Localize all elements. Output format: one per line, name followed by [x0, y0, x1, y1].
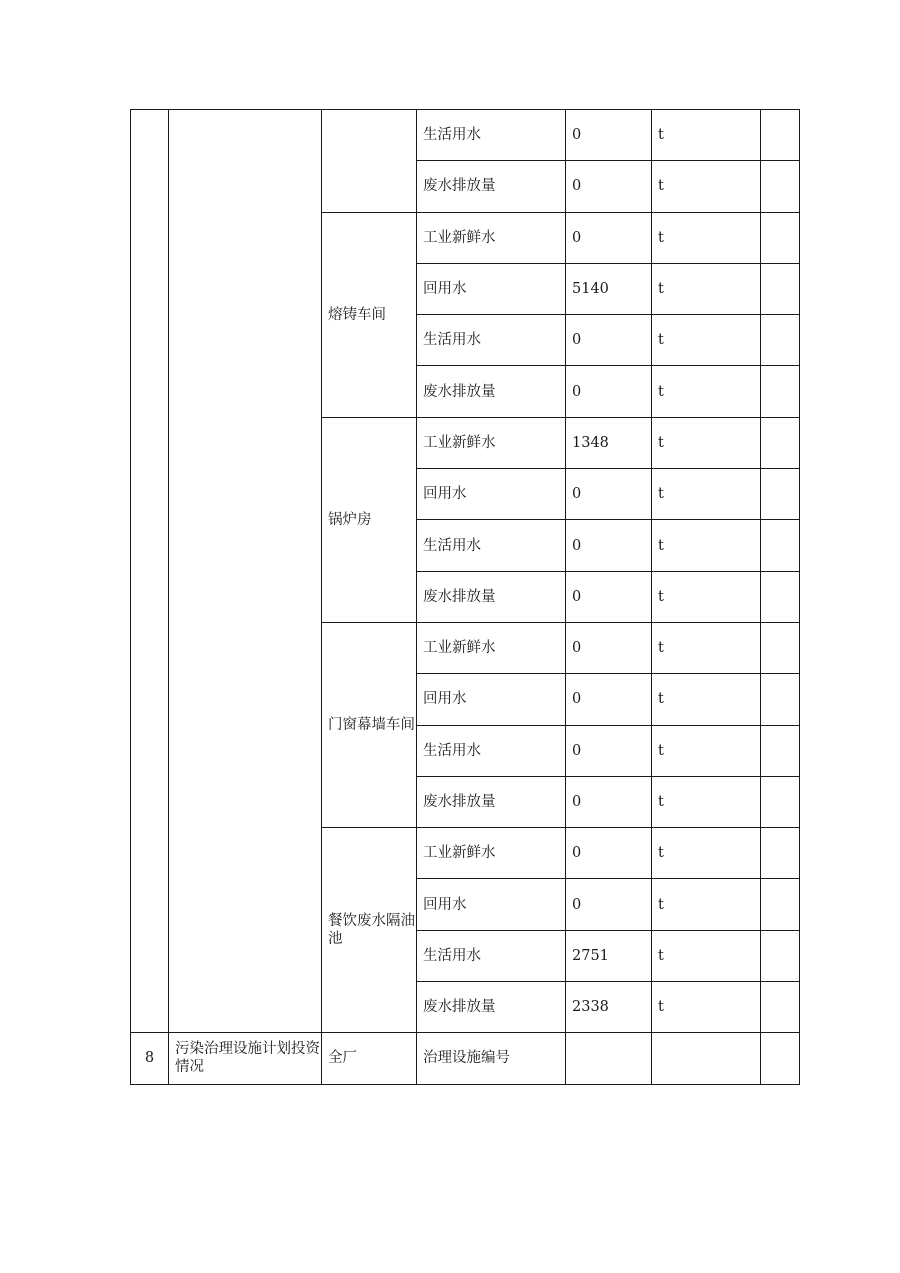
workshop-label: 熔铸车间 — [328, 306, 386, 323]
note-cell — [761, 930, 800, 981]
value-cell: 0 — [566, 725, 652, 776]
value-cell: 0 — [566, 776, 652, 827]
unit-cell: t — [652, 982, 761, 1033]
item-cell: 回用水 — [417, 674, 566, 725]
item-cell: 生活用水 — [417, 110, 566, 161]
index-cell-empty — [131, 110, 169, 1033]
workshop-cell — [322, 622, 417, 827]
unit-cell: t — [652, 879, 761, 930]
unit-cell — [652, 1033, 761, 1084]
unit-cell: t — [652, 776, 761, 827]
unit-cell: t — [652, 469, 761, 520]
item-cell: 工业新鲜水 — [417, 622, 566, 673]
value-cell: 0 — [566, 110, 652, 161]
value-cell: 0 — [566, 622, 652, 673]
item-cell: 废水排放量 — [417, 776, 566, 827]
item-cell: 工业新鲜水 — [417, 212, 566, 263]
water-usage-table — [130, 109, 800, 1085]
note-cell — [761, 828, 800, 879]
item-cell: 生活用水 — [417, 315, 566, 366]
workshop-cell — [322, 212, 417, 417]
value-cell: 5140 — [566, 263, 652, 314]
workshop-cell-empty — [322, 110, 417, 213]
note-cell — [761, 879, 800, 930]
workshop-label: 餐饮废水隔油池 — [328, 913, 415, 948]
item-cell: 回用水 — [417, 263, 566, 314]
workshop-label: 锅炉房 — [328, 511, 372, 528]
value-cell: 0 — [566, 828, 652, 879]
scope-cell: 全厂 — [322, 1033, 417, 1084]
unit-cell: t — [652, 930, 761, 981]
note-cell — [761, 776, 800, 827]
unit-cell: t — [652, 366, 761, 417]
unit-cell: t — [652, 315, 761, 366]
note-cell — [761, 520, 800, 571]
unit-cell: t — [652, 263, 761, 314]
note-cell — [761, 161, 800, 212]
note-cell — [761, 622, 800, 673]
workshop-cell — [322, 417, 417, 622]
category-cell — [169, 1033, 322, 1084]
note-cell — [761, 417, 800, 468]
item-cell: 工业新鲜水 — [417, 828, 566, 879]
item-cell: 废水排放量 — [417, 366, 566, 417]
item-cell: 废水排放量 — [417, 982, 566, 1033]
note-cell — [761, 110, 800, 161]
value-cell: 0 — [566, 366, 652, 417]
value-cell: 0 — [566, 879, 652, 930]
note-cell — [761, 315, 800, 366]
value-cell: 2751 — [566, 930, 652, 981]
value-cell: 0 — [566, 161, 652, 212]
note-cell — [761, 263, 800, 314]
unit-cell: t — [652, 571, 761, 622]
table-row-item-8 — [131, 1033, 800, 1084]
index-cell: 8 — [131, 1033, 169, 1084]
value-cell: 1348 — [566, 417, 652, 468]
category-cell-empty — [169, 110, 322, 1033]
unit-cell: t — [652, 520, 761, 571]
unit-cell: t — [652, 725, 761, 776]
note-cell — [761, 1033, 800, 1084]
unit-cell: t — [652, 417, 761, 468]
item-cell: 生活用水 — [417, 520, 566, 571]
category-label: 污染治理设施计划投资情况 — [175, 1041, 320, 1076]
value-cell: 0 — [566, 674, 652, 725]
unit-cell: t — [652, 161, 761, 212]
value-cell: 0 — [566, 315, 652, 366]
note-cell — [761, 982, 800, 1033]
note-cell — [761, 674, 800, 725]
item-cell: 治理设施编号 — [417, 1033, 566, 1084]
table-row — [131, 110, 800, 161]
item-cell: 生活用水 — [417, 930, 566, 981]
note-cell — [761, 571, 800, 622]
note-cell — [761, 212, 800, 263]
unit-cell: t — [652, 674, 761, 725]
unit-cell: t — [652, 212, 761, 263]
value-cell — [566, 1033, 652, 1084]
item-cell: 生活用水 — [417, 725, 566, 776]
item-cell: 回用水 — [417, 879, 566, 930]
unit-cell: t — [652, 622, 761, 673]
value-cell: 0 — [566, 212, 652, 263]
value-cell: 2338 — [566, 982, 652, 1033]
unit-cell: t — [652, 110, 761, 161]
value-cell: 0 — [566, 520, 652, 571]
note-cell — [761, 725, 800, 776]
workshop-label: 门窗幕墙车间 — [328, 717, 415, 734]
item-cell: 回用水 — [417, 469, 566, 520]
item-cell: 废水排放量 — [417, 571, 566, 622]
value-cell: 0 — [566, 571, 652, 622]
unit-cell: t — [652, 828, 761, 879]
note-cell — [761, 366, 800, 417]
item-cell: 废水排放量 — [417, 161, 566, 212]
item-cell: 工业新鲜水 — [417, 417, 566, 468]
workshop-cell — [322, 828, 417, 1033]
value-cell: 0 — [566, 469, 652, 520]
note-cell — [761, 469, 800, 520]
